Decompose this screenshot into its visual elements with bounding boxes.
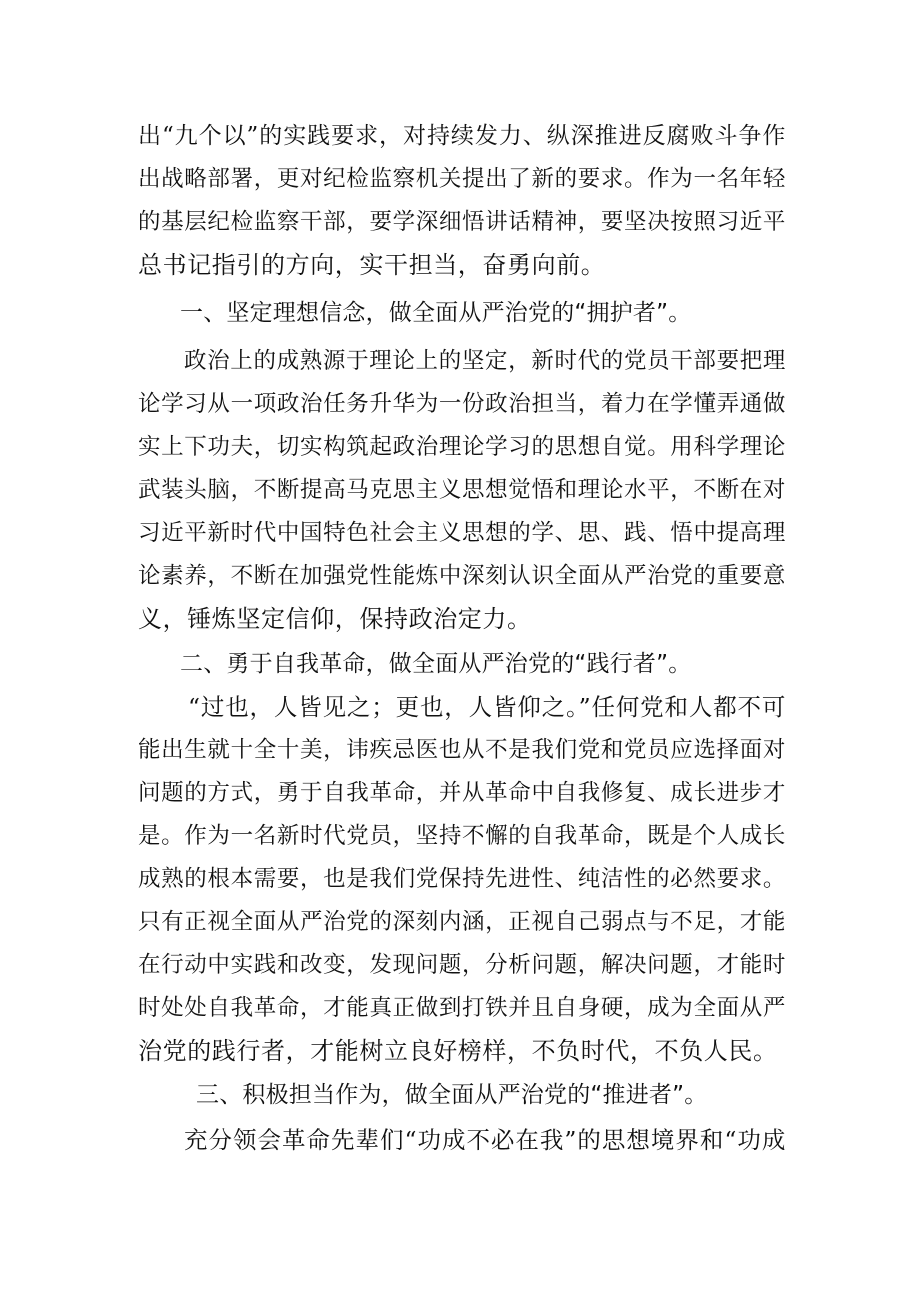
section-3-line-1: 充分领会革命先辈们“功成不必在我”的思想境界和“功成 <box>184 1126 786 1154</box>
section-2-line-8: 时处处自我革命，才能真正做到打铁并且自身硬，成为全面从严 <box>138 995 786 1021</box>
section-1-line-1: 政治上的成熟源于理论上的坚定，新时代的党员干部要把理 <box>184 348 786 374</box>
section-1-line-4: 武装头脑，不断提高马克思主义思想觉悟和理论水平，不断在对 <box>138 477 786 503</box>
section-3-heading: 三、积极担当作为，做全面从严治党的“推进者”。 <box>196 1082 708 1108</box>
intro-line-1: 出“九个以”的实践要求，对持续发力、纵深推进反腐败斗争作 <box>138 123 786 149</box>
intro-line-2: 出战略部署，更对纪检监察机关提出了新的要求。作为一名年轻 <box>138 166 786 192</box>
section-1-heading: 一、坚定理想信念，做全面从严治党的“拥护者”。 <box>180 300 692 326</box>
section-2-line-4: 是。作为一名新时代党员，坚持不懈的自我革命，既是个人成长 <box>138 823 786 849</box>
section-2-line-6: 只有正视全面从严治党的深刻内涵，正视自己弱点与不足，才能 <box>138 909 786 935</box>
section-1-line-7: 义，锤炼坚定信仰，保持政治定力。 <box>138 605 532 633</box>
section-2-line-5: 成熟的根本需要，也是我们党保持先进性、纯洁性的必然要求。 <box>138 866 786 892</box>
section-1-line-3: 实上下功夫，切实构筑起政治理论学习的思想自觉。用科学理论 <box>138 434 786 460</box>
section-2-line-1: “过也，人皆见之；更也，人皆仰之。”任何党和人都不可 <box>188 693 786 721</box>
intro-line-3: 的基层纪检监察干部，要学深细悟讲话精神，要坚决按照习近平 <box>138 209 786 235</box>
section-1-line-5: 习近平新时代中国特色社会主义思想的学、思、践、悟中提高理 <box>138 520 786 546</box>
intro-line-4: 总书记指引的方向，实干担当，奋勇向前。 <box>138 251 606 279</box>
section-2-line-3: 问题的方式，勇于自我革命，并从革命中自我修复、成长进步才 <box>138 780 786 806</box>
section-2-line-9: 治党的践行者，才能树立良好榜样，不负时代，不负人民。 <box>138 1037 778 1065</box>
section-1-line-2: 论学习从一项政治任务升华为一份政治担当，着力在学懂弄通做 <box>138 391 786 417</box>
section-1-line-6: 论素养，不断在加强党性能炼中深刻认识全面从严治党的重要意 <box>138 563 786 589</box>
section-2-line-2: 能出生就十全十美，讳疾忌医也从不是我们党和党员应选择面对 <box>138 737 786 763</box>
section-2-line-7: 在行动中实践和改变，发现问题，分析问题，解决问题，才能时 <box>138 952 786 978</box>
section-2-heading: 二、勇于自我革命，做全面从严治党的“践行者”。 <box>180 651 692 677</box>
